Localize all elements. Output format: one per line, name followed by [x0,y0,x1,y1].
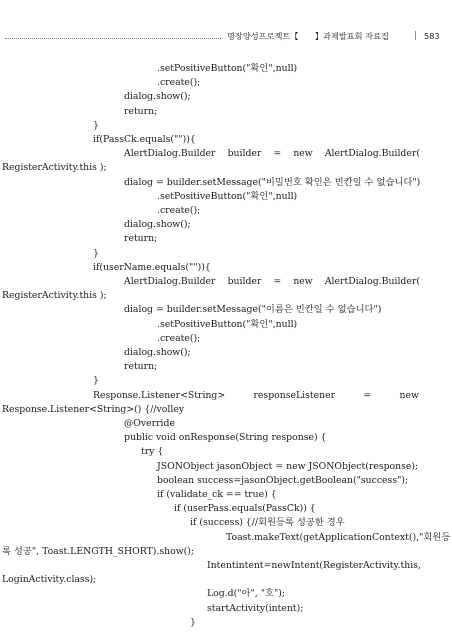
page-number: 583 [424,31,440,41]
code-line: .create(); [157,205,201,216]
code-line: if(PassCk.equals("")){ [93,134,196,145]
code-line-justified: Response.Listener<String> responseListener = new [93,389,419,401]
code-line: if (userPass.equals(PassCk)) { [174,503,316,515]
code-line: .create(); [157,77,201,89]
code-line: 록 성공", Toast.LENGTH_SHORT).show(); [2,545,195,557]
code-line: RegisterActivity.this ); [2,290,107,302]
code-line: RegisterActivity.this ); [2,162,107,174]
code-line: if (success) {//회원등록 성공한 경우 [190,517,345,529]
code-line: @Override [124,418,175,429]
code-line: dialog.show(); [124,219,191,231]
code-line-justified: AlertDialog.Builder builder = new AlertDialog.Builder( [124,148,420,160]
code-line: .setPositiveButton("확인",null) [157,63,298,74]
code-line: return; [124,361,158,373]
code-line: } [190,616,196,628]
code-line: } [93,119,99,131]
code-line: if(userName.equals("")){ [93,261,211,273]
code-line: .setPositiveButton("확인",null) [157,190,298,202]
code-line: Log.d("아", "호"); [207,588,285,600]
code-line: } [93,375,99,387]
code-line: dialog = builder.setMessage("비밀번호 확인은 빈칸일 수 없습니다") [124,176,421,188]
code-line: public void onResponse(String response) { [124,432,327,444]
code-line: startActivity(intent); [207,602,304,614]
code-line-justified: Intent intent = new Intent(RegisterActivity.this, [207,560,421,571]
code-line: .create(); [157,332,201,344]
code-line: Response.Listener<String>() {//volley [2,403,185,415]
code-line: try { [141,446,164,458]
code-line-justified: AlertDialog.Builder builder = new AlertDialog.Builder( [124,276,420,287]
code-line: if (validate_ck == true) { [157,489,277,500]
code-line: dialog.show(); [124,347,191,358]
code-line: dialog.show(); [124,91,191,103]
code-line-justified: Toast.makeText(getApplicationContext(), "회원 등 [226,531,451,543]
header-separator: ǀ [414,30,417,41]
code-line: } [93,247,99,259]
code-line: .setPositiveButton("확인",null) [157,318,298,330]
code-line: boolean success=jasonObject.getBoolean("success"); [157,474,409,486]
header-title: 명장양성프로젝트【 】과제발표회 자료집 [227,31,389,41]
code-line: return; [124,233,158,245]
code-line: LoginActivity.class); [2,574,97,586]
code-line: dialog = builder.setMessage("이름은 빈칸일 수 없습니다") [124,304,382,316]
code-line: JSONObject jasonObject = new JSONObject(response); [157,460,419,472]
code-line: return; [124,105,158,117]
